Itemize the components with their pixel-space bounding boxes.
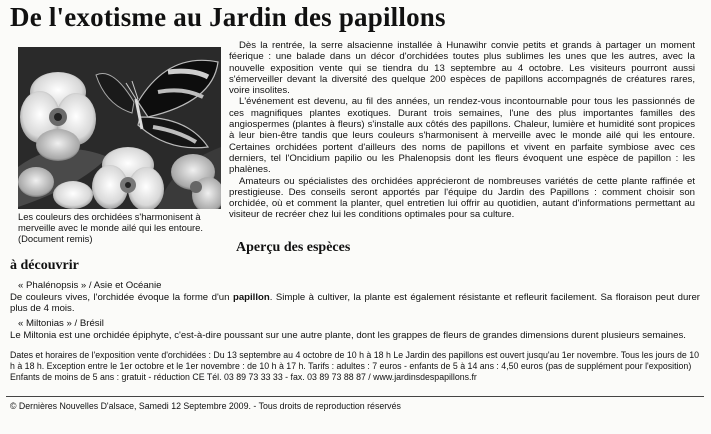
species-text: . Simple à cultiver, la plante est également résistante et refleurit facilement. Sa floraison peut durer plus de 4 mois. [10,291,700,314]
practical-info: Dates et horaires de l'exposition vente d'orchidées : Du 13 septembre au 4 octobre de 10 h à 18 h Le Jardin des papillons est ouvert jusqu'au 1er novembre. Tous les jours de 10 h à 18 h. Exception entre le 1er octobre et le 1er novembre : de 10 h à 17 h. Tarifs : adultes : 7 euros - enfants de 5 à 14 ans : 4,50 euros (pas de supplément pour l'exposition) Enfants de moins de 5 ans : gratuit - réduction CE Tél. 03 89 73 33 33 - fax. 03 89 73 88 87 / www.jardinsdespapillons.fr [10,350,700,382]
species-keyword: papillon [232,291,270,303]
species-entry [10,318,700,341]
species-text: De couleurs vives, l'orchidée évoque la forme d'un [10,291,233,303]
section-title: Aperçu des espèces [236,240,351,255]
section-subtitle: à découvrir [10,258,79,273]
species-name: « Phalénopsis » / Asie et Océanie [18,280,162,291]
species-description: Le Miltonia est une orchidée épiphyte, c'est-à-dire poussant sur une autre plante, dont les grappes de fleurs de grandes dimensions durent plusieurs semaines. [10,329,686,341]
article-headline: De l'exotisme au Jardin des papillons [10,2,446,32]
article-paragraph: Dès la rentrée, la serre alsacienne installée à Hunawihr convie petits et grands à partager un moment féerique : une balade dans un décor d'orchidées toutes plus sublimes les unes que les autres, avec la nouvelle exposition vente qui se tiendra du 13 septembre au 4 octobre. Les visiteurs pourront aussi s'émerveiller devant la diversité des quelque 200 espèces de papillons accompagnés de créatures rares, voire insolites. [229,40,695,97]
article-body [229,40,695,221]
species-name: « Miltonias » / Brésil [18,318,104,329]
divider [6,396,704,397]
copyright-footer: © Dernières Nouvelles D'alsace, Samedi 12 Septembre 2009. - Tous droits de reproduction réservés [10,401,401,411]
species-description [10,292,700,315]
photo-illustration [18,47,221,209]
article-paragraph: L'événement est devenu, au fil des années, un rendez-vous incontournable pour tous les passionnés de ces magnifiques plantes exotiques. Durant trois semaines, l'une des plus importantes familles des angiospermes (plantes à fleurs) s'installe aux côtés des papillons. Chaleur, lumière et humidité sont propices à leur bien-être tandis que leurs couleurs s'harmonisent à merveille avec le monde ailé qui les entoure. Certaines orchidées portent d'ailleurs des noms de papillons et vivent en parfaite symbiose avec ces derniers, tel l'Oncidium papilio ou les Phalenopsis dont les fleurs évoquent une espèce de papillon : les phalènes. [229,96,695,176]
species-entry [10,280,700,315]
butterfly-orchid-photo [18,47,221,209]
photo-caption: Les couleurs des orchidées s'harmonisent à merveille avec le monde ailé qui les entoure. (Document remis) [18,211,203,244]
article-paragraph: Amateurs ou spécialistes des orchidées apprécieront de nombreuses variétés de cette plante raffinée et prestigieuse. Des conseils seront apportés par l'équipe du Jardin des Papillons : comment choisir son orchidée, où et comment la planter, quel entretien lui offrir au quotidien, autant d'informations permettant au visiteur de recréer chez lui les conditions optimales pour sa culture. [229,175,695,221]
